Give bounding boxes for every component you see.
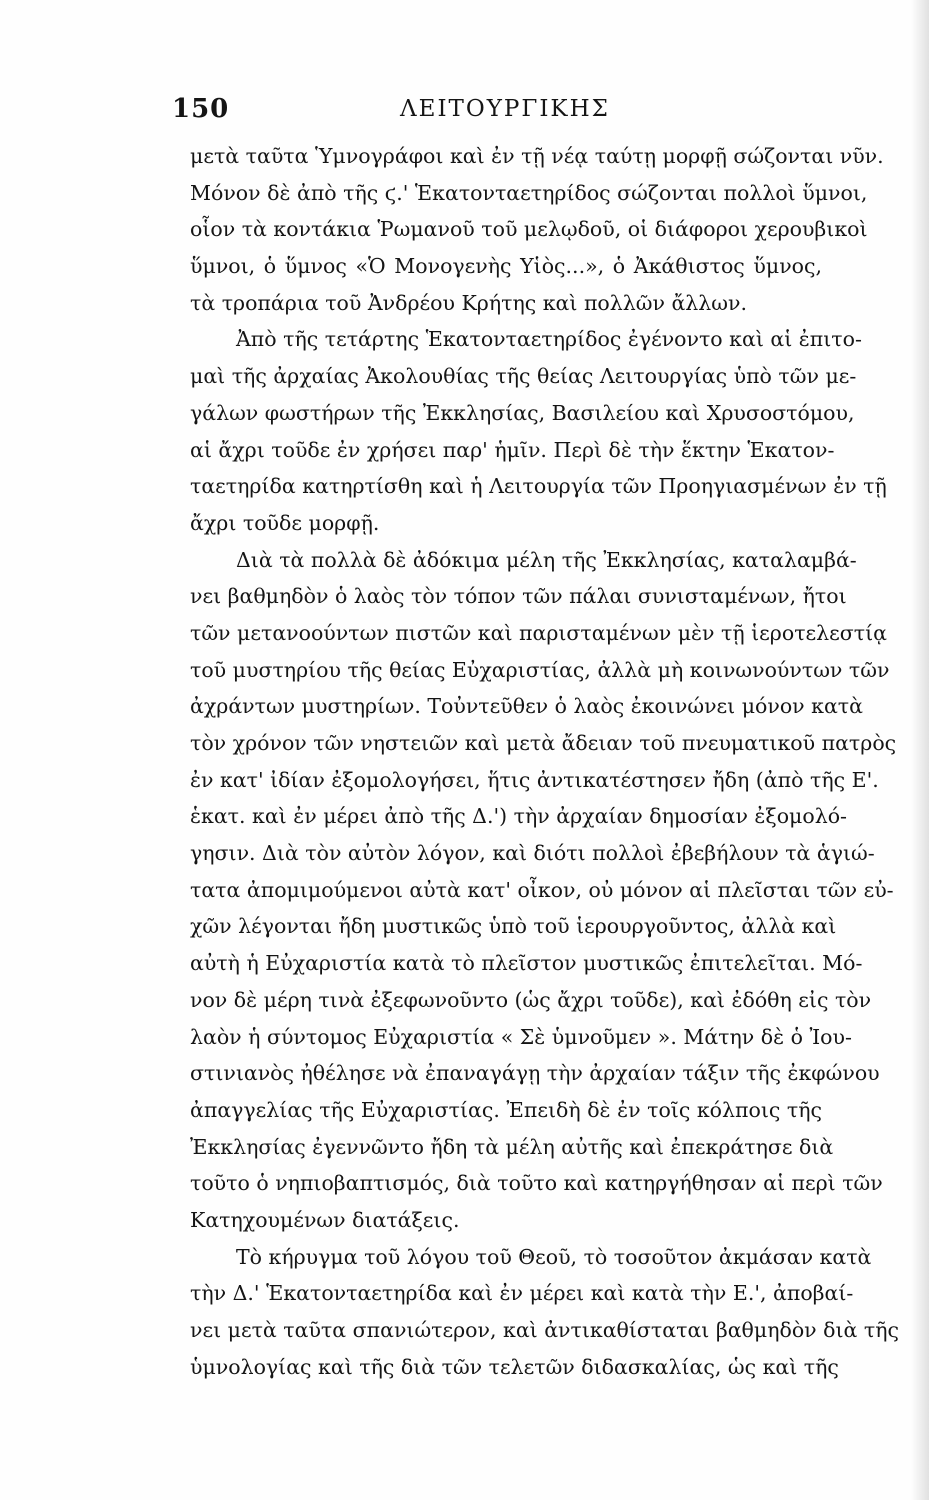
page-edge-shadow [911,0,929,1500]
text-line: οἷον τὰ κοντάκια Ῥωμανοῦ τοῦ μελῳδοῦ, οἱ διάφοροι χερουβικοὶ [190,217,868,242]
text-line: τὸν χρόνον τῶν νηστειῶν καὶ μετὰ ἄδειαν τοῦ πνευματικοῦ πατρὸς [190,731,897,755]
text-line: τοῦ μυστηρίου τῆς θείας Εὐχαριστίας, ἀλλὰ μὴ κοινωνούντων τῶν [190,657,890,682]
text-line: ταετηρίδα κατηρτίσθη καὶ ἡ Λειτουργία τῶν Προηγιασμένων ἐν τῇ [190,474,887,499]
text-line: τὰ τροπάρια τοῦ Ἀνδρέου Κρήτης καὶ πολλῶν ἄλλων. [190,290,747,315]
body-text [190,138,900,1385]
text-line: γάλων φωστήρων τῆς Ἐκκλησίας, Βασιλείου καὶ Χρυσοστόμου, [190,400,855,425]
text-line: αἱ ἄχρι τοῦδε ἐν χρήσει παρ' ἡμῖν. Περὶ δὲ τὴν ἕκτην Ἑκατον- [190,437,835,462]
text-line: χῶν λέγονται ἤδη μυστικῶς ὑπὸ τοῦ ἱερουργοῦντος, ἀλλὰ καὶ [190,914,837,939]
page-header [172,94,838,128]
text-line: Ἀπὸ τῆς τετάρτης Ἑκατονταετηρίδος ἐγένοντο καὶ αἱ ἐπιτο- [236,327,862,352]
text-line: Ἐκκλησίας ἐγεννῶντο ἤδη τὰ μέλη αὐτῆς καὶ ἐπεκράτησε διὰ [190,1134,834,1159]
text-line: τατα ἀπομιμούμενοι αὐτὰ κατ' οἶκον, οὐ μόνον αἱ πλεῖσται τῶν εὐ- [190,877,894,902]
text-line: νον δὲ μέρη τινὰ ἐξεφωνοῦντο (ὡς ἄχρι τοῦδε), καὶ ἐδόθη εἰς τὸν [190,987,872,1012]
text-line: γησιν. Διὰ τὸν αὐτὸν λόγον, καὶ διότι πολλοὶ ἐβεβήλουν τὰ ἁγιώ- [190,841,875,866]
text-line: ἐν κατ' ἰδίαν ἐξομολογήσει, ἥτις ἀντικατέστησεν ἤδη (ἀπὸ τῆς Ε'. [190,767,879,792]
text-line: ἀπαγγελίας τῆς Εὐχαριστίας. Ἐπειδὴ δὲ ἐν τοῖς κόλποις τῆς [190,1097,822,1122]
page-number: 150 [172,94,230,124]
text-line: Κατηχουμένων διατάξεις. [190,1207,460,1232]
text-line: Διὰ τὰ πολλὰ δὲ ἀδόκιμα μέλη τῆς Ἐκκλησίας, καταλαμβά- [236,547,857,572]
text-line: τοῦτο ὁ νηπιοβαπτισμός, διὰ τοῦτο καὶ κατηργήθησαν αἱ περὶ τῶν [190,1171,883,1196]
text-line: Τὸ κήρυγμα τοῦ λόγου τοῦ Θεοῦ, τὸ τοσοῦτον ἀκμάσαν κατὰ [236,1244,872,1269]
text-line: μετὰ ταῦτα Ὑμνογράφοι καὶ ἐν τῇ νέᾳ ταύτῃ μορφῇ σώζονται νῦν. [190,144,884,168]
text-line: νει μετὰ ταῦτα σπανιώτερον, καὶ ἀντικαθίσταται βαθμηδὸν διὰ τῆς [190,1318,900,1342]
text-line: μαὶ τῆς ἀρχαίας Ἀκολουθίας τῆς θείας Λειτουργίας ὑπὸ τῶν με- [190,364,857,389]
text-line: ἀχράντων μυστηρίων. Τοὐντεῦθεν ὁ λαὸς ἐκοινώνει μόνον κατὰ [190,694,863,719]
text-line: ὕμνοι, ὁ ὕμνος «Ὁ Μονογενὴς Υἱὸς...», ὁ Ἀκάθιστος ὕμνος, [190,254,822,279]
text-line: λαὸν ἡ σύντομος Εὐχαριστία « Σὲ ὑμνοῦμεν ». Μάτην δὲ ὁ Ἰου- [190,1024,852,1049]
text-line: στινιανὸς ἠθέλησε νὰ ἐπαναγάγῃ τὴν ἀρχαίαν τάξιν τῆς ἐκφώνου [190,1061,880,1086]
running-title: ΛΕΙΤΟΥΡΓΙΚΗΣ [400,96,610,122]
text-line: τὴν Δ.' Ἑκατονταετηρίδα καὶ ἐν μέρει καὶ κατὰ τὴν Ε.', ἀποβαί- [190,1281,854,1306]
text-line: Μόνον δὲ ἀπὸ τῆς ϛ.' Ἑκατονταετηρίδος σώζονται πολλοὶ ὕμνοι, [190,180,868,205]
text-line: ἄχρι τοῦδε μορφῇ. [190,510,380,535]
text-line: ἑκατ. καὶ ἐν μέρει ἀπὸ τῆς Δ.') τὴν ἀρχαίαν δημοσίαν ἐξομολό- [190,804,847,829]
text-line: ὑμνολογίας καὶ τῆς διὰ τῶν τελετῶν διδασκαλίας, ὡς καὶ τῆς [190,1354,839,1379]
text-line: τῶν μετανοούντων πιστῶν καὶ παρισταμένων μὲν τῇ ἱεροτελεστίᾳ [190,620,887,645]
text-line: αὐτὴ ἡ Εὐχαριστία κατὰ τὸ πλεῖστον μυστικῶς ἐπιτελεῖται. Μό- [190,951,863,976]
text-line: νει βαθμηδὸν ὁ λαὸς τὸν τόπον τῶν πάλαι συνισταμένων, ἤτοι [190,584,847,609]
